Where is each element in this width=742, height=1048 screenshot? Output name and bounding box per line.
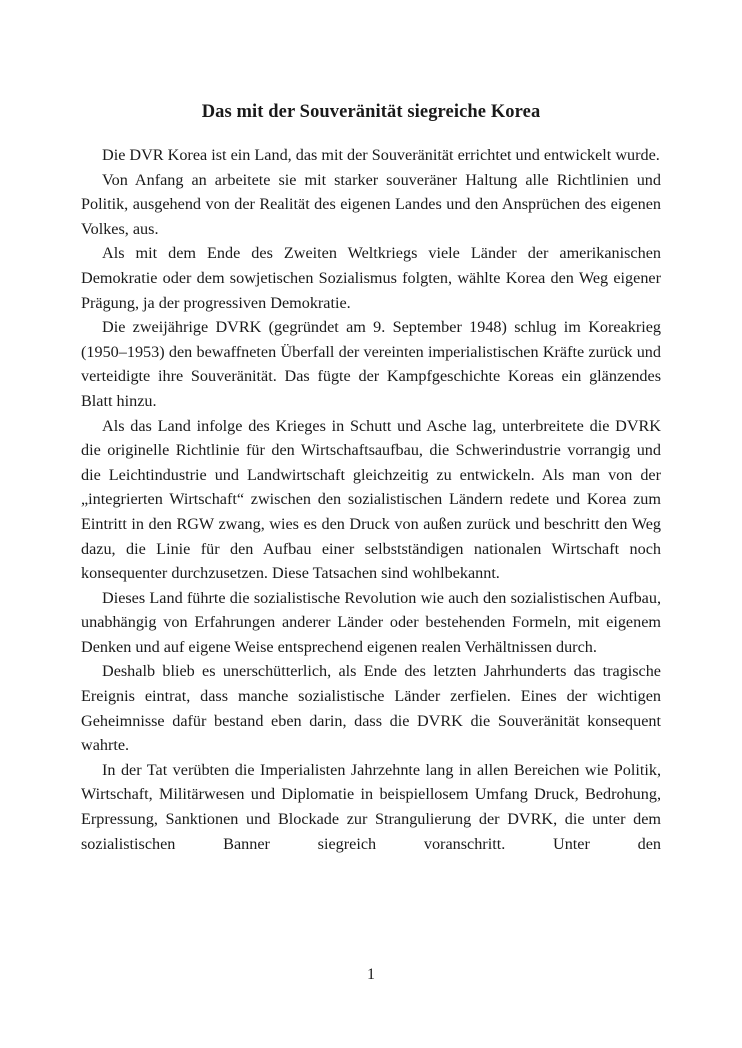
- paragraph: Als mit dem Ende des Zweiten Weltkriegs viele Länder der amerikanischen Demokratie oder dem sowjetischen Sozialismus folgten, wählte Korea den Weg eigener Prägung, ja der progressiven Demokratie.: [81, 244, 661, 312]
- paragraph: Deshalb blieb es unerschütterlich, als Ende des letzten Jahrhunderts das tragische Ereignis eintrat, dass manche sozialistische Länder zerfielen. Eines der wichtigen Geheimnisse dafür bestand eben darin, dass die DVRK die Souveränität konsequent wahrte.: [81, 662, 661, 755]
- document-title: Das mit der Souveränität siegreiche Korea: [201, 102, 541, 123]
- document-page: [81, 0, 661, 1048]
- paragraph: Die zweijährige DVRK (gegründet am 9. September 1948) schlug im Koreakrieg (1950–1953) den bewaffneten Überfall der vereinten imperialistischen Kräfte zurück und verteidigte ihre Souveränität. Das fügte der Kampfgeschichte Koreas ein glänzendes Blatt hinzu.: [81, 318, 661, 410]
- paragraph: Von Anfang an arbeitete sie mit starker souveräner Haltung alle Richtlinien und Politik, ausgehend von der Realität des eigenen Landes und den Ansprüchen des eigenen Volkes, aus.: [81, 170, 661, 238]
- page-number: 1: [367, 966, 375, 983]
- document-body: [81, 143, 661, 856]
- paragraph: In der Tat verübten die Imperialisten Jahrzehnte lang in allen Bereichen wie Politik, Wirtschaft, Militärwesen und Diplomatie in beispiellosem Umfang Druck, Bedrohung, Erpressung, Sanktionen und Blockade zur Strangulierung der DVRK, die unter dem sozialistischen Banner siegreich voranschritt. Unter den: [81, 760, 661, 853]
- paragraph: Als das Land infolge des Krieges in Schutt und Asche lag, unterbreitete die DVRK die originelle Richtlinie für den Wirtschaftsaufbau, die Schwerindustrie vorrangig und die Leichtindustrie und Landwirtschaft gleichzeitig zu entwickeln. Als man von der „integrierten Wirtschaft“ zwischen den sozialistischen Ländern redete und Korea zum Eintritt in den RGW zwang, wies es den Druck von außen zurück und beschritt den Weg dazu, die Linie für den Aufbau einer selbstständigen nationalen Wirtschaft noch konsequenter durchzusetzen. Diese Tatsachen sind wohlbekannt.: [81, 416, 661, 583]
- paragraph: Die DVR Korea ist ein Land, das mit der Souveränität errichtet und entwickelt wurde.: [102, 146, 660, 164]
- paragraph: Dieses Land führte die sozialistische Revolution wie auch den sozialistischen Aufbau, unabhängig von Erfahrungen anderer Länder oder bestehenden Formeln, mit eigenem Denken und auf eigene Weise entsprechend eigenen realen Verhältnissen durch.: [81, 588, 661, 656]
